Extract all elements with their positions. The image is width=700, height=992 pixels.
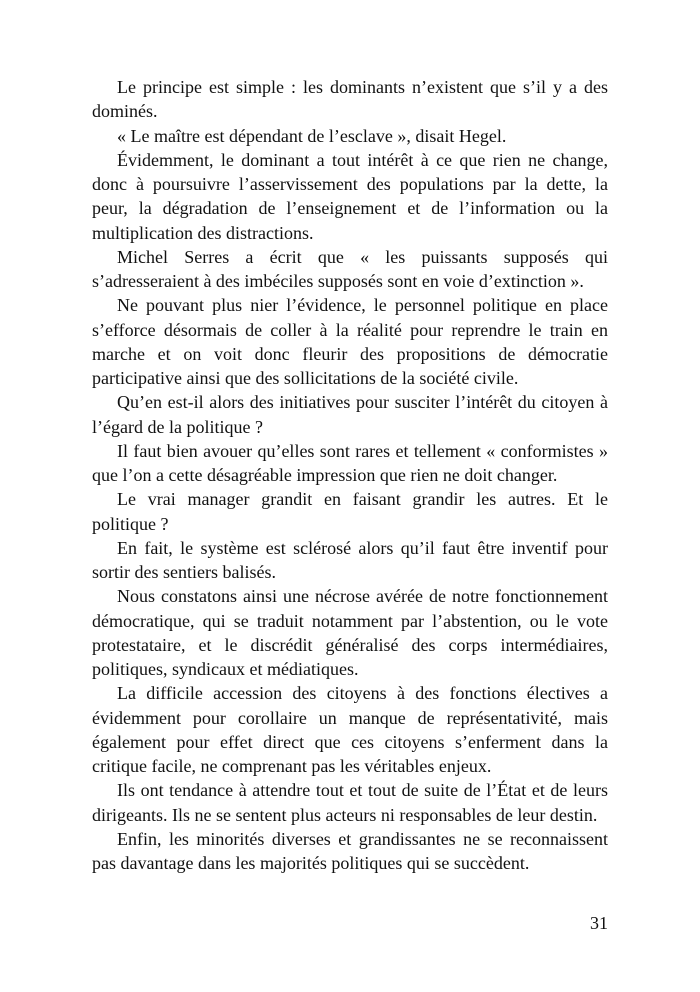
text-line: Ils ont tendance à attendre tout et tout de suite de l’État et de leurs (117, 780, 608, 801)
paragraph (92, 293, 608, 390)
text-line: Ne pouvant plus nier l’évidence, le personnel politique en place (117, 295, 608, 316)
text-line: Michel Serres a écrit que « les puissants supposés qui (117, 246, 608, 267)
text-line: dominés. (92, 101, 158, 122)
text-line: donc à poursuivre l’asservissement des populations par la dette, la (92, 174, 608, 194)
text-line: politique ? (92, 513, 169, 534)
paragraph (92, 124, 608, 148)
text-line: peur, la dégradation de l’enseignement et de l’information ou la (92, 198, 608, 219)
text-line: marche et on voit donc fleurir des propositions de démocratie (92, 343, 608, 364)
text-line: que l’on a cette désagréable impression que rien ne doit changer. (92, 465, 558, 485)
paragraph (92, 245, 608, 294)
text-line: l’égard de la politique ? (92, 416, 263, 437)
text-line: En fait, le système est sclérosé alors qu’il faut être inventif pour (117, 537, 608, 558)
page-number: 31 (590, 913, 608, 933)
text-line: protestataire, et le discrédit généralisé des corps intermédiaires, (92, 634, 608, 655)
text-line: pas davantage dans les majorités politiques qui se succèdent. (92, 853, 530, 873)
paragraph (92, 536, 608, 585)
paragraph (92, 487, 608, 536)
text-line: Il faut bien avouer qu’elles sont rares et tellement « conformistes » (117, 440, 608, 461)
text-line: également pour effet direct que ces citoyens s’enferment dans la (92, 731, 608, 752)
paragraph (92, 681, 608, 778)
text-line: multiplication des distractions. (92, 222, 314, 243)
paragraph (92, 390, 608, 439)
text-line: évidemment pour corollaire un manque de représentativité, mais (92, 707, 608, 728)
text-line: démocratique, qui se traduit notamment par l’abstention, ou le vote (92, 610, 608, 631)
text-line: participative ainsi que des sollicitations de la société civile. (92, 368, 519, 388)
page-body (92, 75, 608, 875)
paragraph (92, 778, 608, 827)
paragraph (92, 584, 608, 681)
text-line: politiques, syndicaux et médiatiques. (92, 659, 359, 679)
text-line: Nous constatons ainsi une nécrose avérée de notre fonctionnement (117, 586, 608, 607)
text-line: Qu’en est-il alors des initiatives pour susciter l’intérêt du citoyen à (117, 392, 608, 413)
text-line: s’adresseraient à des imbéciles supposés sont en voie d’extinction ». (92, 271, 584, 291)
text-line: Le principe est simple : les dominants n’existent que s’il y a des (117, 77, 608, 97)
text-line: La difficile accession des citoyens à des fonctions électives a (117, 683, 608, 704)
text-line: « Le maître est dépendant de l’esclave », disait Hegel. (117, 125, 507, 146)
text-line: dirigeants. Ils ne se sentent plus acteurs ni responsables de leur destin. (92, 804, 598, 825)
text-line: Le vrai manager grandit en faisant grandir les autres. Et le (117, 489, 608, 510)
paragraph (92, 827, 608, 876)
text-line: Évidemment, le dominant a tout intérêt à ce que rien ne change, (117, 149, 608, 170)
paragraph (92, 75, 608, 124)
text-line: Enfin, les minorités diverses et grandissantes ne se reconnaissent (117, 828, 608, 849)
text-line: sortir des sentiers balisés. (92, 562, 276, 582)
text-line: s’efforce désormais de coller à la réalité pour reprendre le train en (92, 319, 608, 340)
text-line: critique facile, ne comprenant pas les véritables enjeux. (92, 756, 492, 776)
paragraph (92, 148, 608, 245)
paragraph (92, 439, 608, 488)
